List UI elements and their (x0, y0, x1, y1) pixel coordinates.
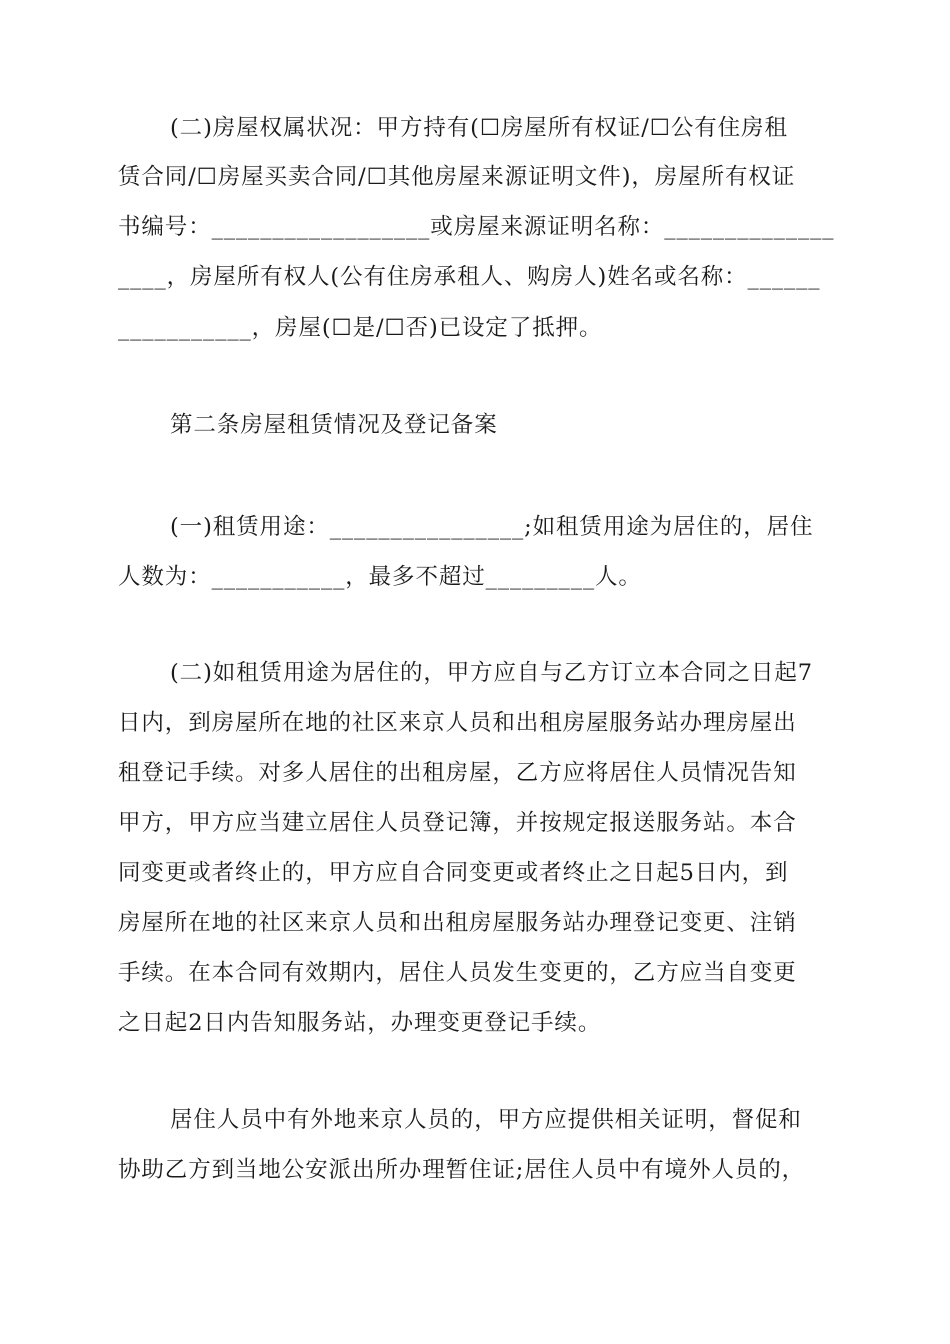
registration-line-3: 租登记手续。对多人居住的出租房屋，乙方应将居住人员情况告知 (118, 760, 797, 786)
lease-purpose-line-1: (一)租赁用途：________________;如租赁用途为居住的，居住 (170, 514, 814, 540)
ownership-status-line-1: (二)房屋权属状况：甲方持有(☐房屋所有权证/☐公有住房租 (170, 115, 788, 141)
ownership-status-line-3: 书编号：__________________或房屋来源证明名称：______________ (118, 214, 835, 240)
residents-line-1: 居住人员中有外地来京人员的，甲方应提供相关证明，督促和 (170, 1107, 802, 1133)
registration-line-2: 日内，到房屋所在地的社区来京人员和出租房屋服务站办理房屋出 (118, 710, 797, 736)
registration-line-8: 之日起2日内告知服务站，办理变更登记手续。 (118, 1010, 602, 1036)
ownership-status-line-2: 赁合同/☐房屋买卖合同/☐其他房屋来源证明文件)，房屋所有权证 (118, 164, 796, 190)
lease-purpose-line-2: 人数为：___________，最多不超过_________人。 (118, 564, 642, 590)
registration-line-4: 甲方，甲方应当建立居住人员登记簿，并按规定报送服务站。本合 (118, 810, 797, 836)
registration-line-5: 同变更或者终止的，甲方应自合同变更或者终止之日起5日内，到 (118, 860, 789, 886)
ownership-status-line-4: ____，房屋所有权人(公有住房承租人、购房人)姓名或名称：______ (118, 264, 821, 290)
registration-line-7: 手续。在本合同有效期内，居住人员发生变更的，乙方应当自变更 (118, 960, 797, 986)
residents-line-2: 协助乙方到当地公安派出所办理暂住证;居住人员中有境外人员的， (118, 1157, 806, 1183)
article-two-heading: 第二条房屋租赁情况及登记备案 (170, 412, 498, 438)
ownership-status-line-5: ___________，房屋(☐是/☐否)已设定了抵押。 (118, 315, 603, 341)
registration-line-1: (二)如租赁用途为居住的，甲方应自与乙方订立本合同之日起7 (170, 660, 813, 686)
registration-line-6: 房屋所在地的社区来京人员和出租房屋服务站办理登记变更、注销 (118, 910, 797, 936)
